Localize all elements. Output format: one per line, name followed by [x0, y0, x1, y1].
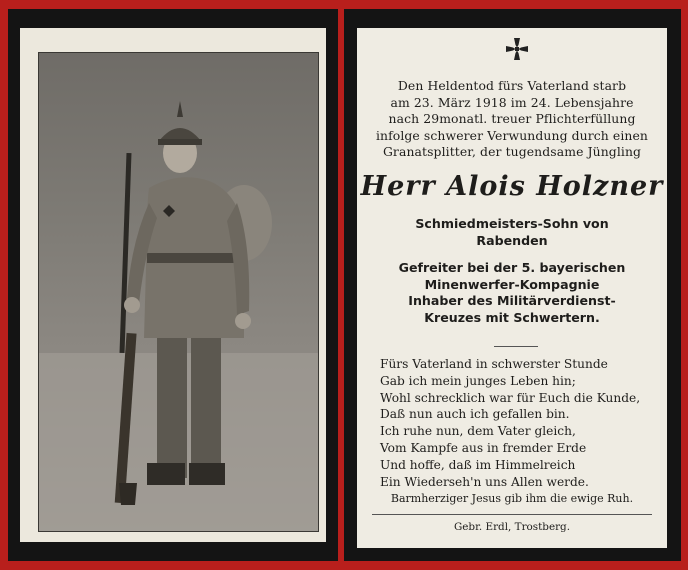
poem-line: Und hoffe, daß im Himmelreich: [380, 457, 576, 472]
intro-line: infolge schwerer Verwundung durch einen: [375, 127, 649, 143]
rank-line: Kreuzes mit Schwertern.: [424, 309, 600, 325]
section-divider: [494, 346, 538, 347]
printer-credit: Gebr. Erdl, Trostberg.: [453, 521, 571, 533]
deceased-name: Herr Alois Holzner: [360, 171, 664, 202]
poem-line: Vom Kampfe aus in fremder Erde: [380, 440, 587, 455]
intro-line: Granatsplitter, der tugendsame Jüngling: [382, 144, 642, 160]
poem-line: Fürs Vaterland in schwerster Stunde: [380, 357, 608, 371]
rank-line: Inhaber des Militärverdienst-: [408, 293, 616, 309]
poem-line: Wohl schrecklich war für Euch die Kunde,: [380, 390, 641, 405]
poem-line: Gab ich mein junges Leben hin;: [380, 373, 576, 388]
deceased-origin: [357, 216, 667, 249]
intro-line: Den Heldentod fürs Vaterland starb: [397, 78, 627, 93]
death-notice-intro: [357, 78, 667, 161]
origin-line: Rabenden: [476, 232, 548, 248]
memorial-poem: [380, 356, 660, 490]
iron-cross-icon: [504, 36, 530, 62]
origin-line: Schmiedmeisters-Sohn von: [415, 216, 609, 231]
footer-divider: [372, 514, 652, 515]
soldier-portrait-photo: [38, 52, 319, 532]
rank-line: Gefreiter bei der 5. bayerischen: [398, 260, 626, 275]
intro-line: am 23. März 1918 im 24. Lebensjahre: [390, 94, 634, 110]
intro-line: nach 29monatl. treuer Pflichterfüllung: [388, 111, 636, 127]
rank-line: Minenwerfer-Kompagnie: [424, 276, 600, 292]
poem-line: Ein Wiederseh'n uns Allen werde.: [380, 474, 589, 489]
poem-line: Daß nun auch ich gefallen bin.: [380, 407, 570, 422]
soldier-portrait-illustration: [39, 53, 318, 531]
military-rank: [357, 260, 667, 326]
closing-prayer: Barmherziger Jesus gib ihm die ewige Ruh.: [390, 492, 634, 505]
poem-line: Ich ruhe nun, dem Vater gleich,: [380, 424, 576, 439]
